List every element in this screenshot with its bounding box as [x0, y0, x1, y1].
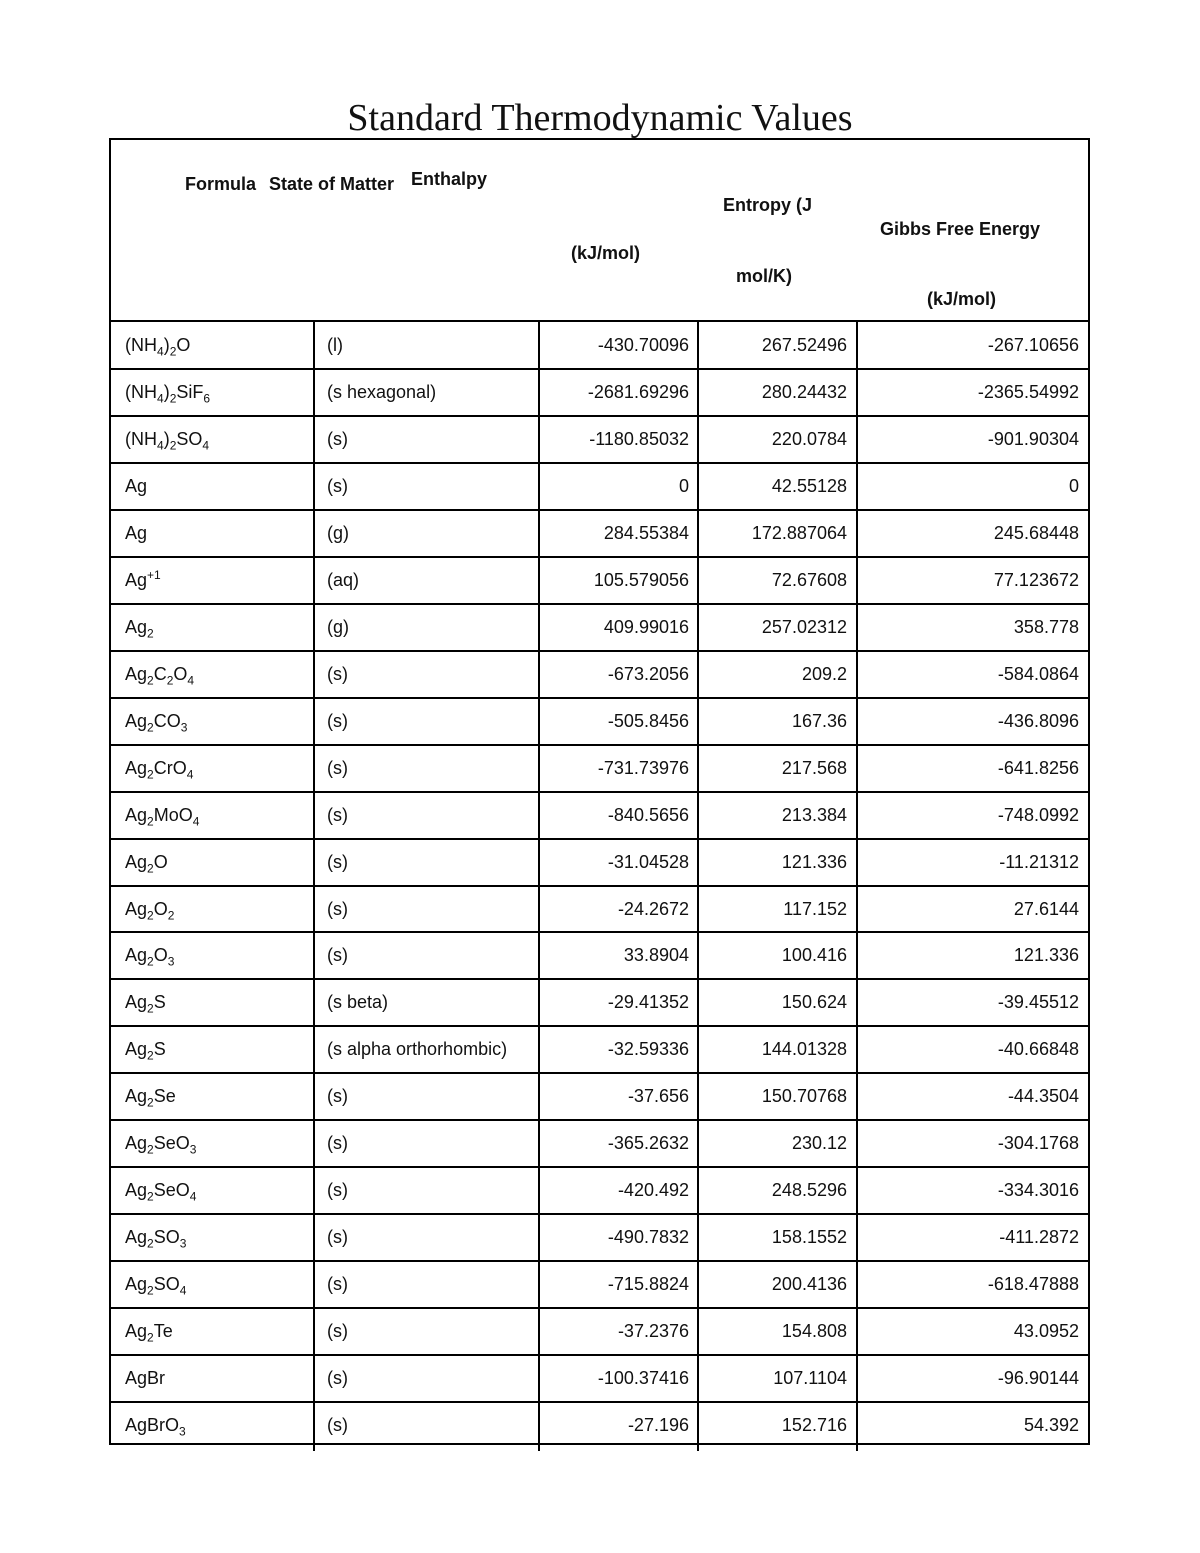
header-formula: Formula	[185, 174, 257, 194]
cell-state: (s)	[327, 804, 348, 825]
cell-entropy: 72.67608	[771, 569, 847, 590]
table-row	[111, 557, 1088, 604]
table-row	[111, 1261, 1088, 1308]
cell-entropy: 158.1552	[771, 1227, 847, 1248]
cell-gibbs: 121.336	[1013, 945, 1079, 966]
cell-gibbs: -39.45512	[997, 992, 1079, 1013]
cell-enthalpy: -37.2376	[617, 1321, 689, 1342]
cell-entropy: 144.01328	[761, 1039, 847, 1060]
header-entropy-line2: mol/K)	[736, 266, 792, 286]
header-enthalpy: Enthalpy	[411, 169, 488, 189]
cell-enthalpy: -840.5656	[607, 804, 689, 825]
cell-enthalpy: 284.55384	[603, 522, 689, 543]
cell-gibbs: -901.90304	[987, 428, 1079, 449]
cell-enthalpy: -2681.69296	[587, 381, 689, 402]
cell-formula: $Ag_2S$	[125, 992, 166, 1017]
cell-state: (s)	[327, 1368, 348, 1389]
cell-formula: $Ag_2O$	[125, 851, 168, 876]
table-row	[111, 416, 1088, 463]
cell-formula: $Ag_2C_2O_4$	[125, 663, 195, 688]
cell-formula: $Ag_2$	[125, 616, 154, 641]
cell-state: (aq)	[327, 569, 360, 590]
cell-gibbs: -2365.54992	[977, 381, 1079, 402]
cell-state: (s)	[327, 757, 348, 778]
cell-entropy: 267.52496	[761, 335, 847, 355]
cell-gibbs: -267.10656	[987, 335, 1079, 355]
column-divider	[856, 320, 858, 1451]
cell-state: (s)	[327, 1415, 348, 1436]
cell-formula: $Ag_2O_3$	[125, 945, 175, 970]
table-row	[111, 510, 1088, 557]
cell-gibbs: 358.778	[1013, 616, 1079, 637]
cell-formula: $Ag_2CrO_4$	[125, 757, 194, 782]
cell-entropy: 42.55128	[771, 475, 847, 496]
cell-entropy: 217.568	[781, 757, 847, 778]
cell-entropy: 248.5296	[771, 1180, 847, 1201]
cell-gibbs: -334.3016	[997, 1180, 1079, 1201]
cell-state: (s alpha orthorhombic)	[327, 1039, 508, 1060]
table-row	[111, 1308, 1088, 1355]
cell-entropy: 150.70768	[761, 1086, 847, 1107]
cell-enthalpy: -100.37416	[597, 1368, 689, 1389]
cell-gibbs: 0	[1068, 475, 1079, 496]
cell-formula: $Ag_2Te$	[125, 1321, 173, 1345]
table-row	[111, 604, 1088, 651]
cell-gibbs: -618.47888	[987, 1274, 1079, 1295]
header-enthalpy-unit: (kJ/mol)	[571, 243, 641, 263]
table-row	[111, 745, 1088, 792]
cell-enthalpy: -37.656	[627, 1086, 689, 1107]
table-row	[111, 322, 1088, 369]
cell-enthalpy: 0	[678, 475, 689, 496]
cell-gibbs: -44.3504	[1007, 1086, 1079, 1107]
cell-state: (s)	[327, 428, 348, 449]
cell-gibbs: 77.123672	[993, 569, 1079, 590]
cell-enthalpy: -490.7832	[607, 1227, 689, 1248]
table-row	[111, 932, 1088, 979]
cell-enthalpy: -505.8456	[607, 710, 689, 731]
cell-state: (l)	[327, 335, 343, 355]
cell-gibbs: -748.0992	[997, 804, 1079, 825]
cell-entropy: 152.716	[781, 1415, 847, 1436]
cell-enthalpy: 105.579056	[593, 569, 689, 590]
cell-gibbs: -641.8256	[997, 757, 1079, 778]
table-row	[111, 1355, 1088, 1402]
cell-entropy: 280.24432	[761, 381, 847, 402]
cell-entropy: 257.02312	[761, 616, 847, 637]
cell-formula: Ag	[125, 475, 148, 496]
cell-state: (s)	[327, 945, 348, 966]
cell-gibbs: 245.68448	[993, 522, 1079, 543]
cell-formula: $Ag_2SeO_3$	[125, 1133, 197, 1157]
cell-state: (s)	[327, 1086, 348, 1107]
cell-state: (s)	[327, 663, 348, 684]
cell-entropy: 200.4136	[771, 1274, 847, 1295]
cell-entropy: 100.416	[781, 945, 847, 966]
table-row	[111, 1214, 1088, 1261]
column-divider	[538, 320, 540, 1451]
cell-formula: $(NH_4)_2SiF_6$	[125, 381, 211, 406]
header-entropy-line1: Entropy (J	[723, 195, 813, 215]
table-row	[111, 698, 1088, 745]
cell-state: (g)	[327, 616, 349, 637]
column-divider	[697, 320, 699, 1451]
cell-enthalpy: -673.2056	[607, 663, 689, 684]
cell-gibbs: 54.392	[1023, 1415, 1079, 1436]
table-row	[111, 792, 1088, 839]
table-row	[111, 651, 1088, 698]
cell-formula: $Ag_2CO_3$	[125, 710, 188, 735]
cell-entropy: 107.1104	[773, 1368, 847, 1389]
cell-enthalpy: -365.2632	[607, 1133, 689, 1154]
cell-state: (s)	[327, 710, 348, 731]
cell-gibbs: -40.66848	[997, 1039, 1079, 1060]
cell-state: (s)	[327, 898, 348, 919]
table-row	[111, 886, 1088, 933]
table-row	[111, 1402, 1088, 1449]
cell-formula: $(NH_4)_2O$	[125, 335, 191, 359]
cell-formula: $(NH_4)_2SO_4$	[125, 428, 210, 453]
cell-entropy: 213.384	[781, 804, 847, 825]
table-row	[111, 463, 1088, 510]
cell-formula: AgBr	[125, 1368, 166, 1389]
cell-state: (s)	[327, 1180, 348, 1201]
cell-entropy: 121.336	[781, 851, 847, 872]
cell-state: (s)	[327, 475, 348, 496]
cell-formula: $Ag^{+1}$	[125, 567, 161, 590]
cell-formula: $Ag_2SO_3$	[125, 1227, 187, 1251]
cell-state: (s beta)	[327, 992, 389, 1013]
cell-formula: $Ag_2SO_4$	[125, 1274, 187, 1298]
cell-state: (s hexagonal)	[327, 381, 437, 402]
cell-enthalpy: -715.8824	[607, 1274, 689, 1295]
table-row	[111, 1073, 1088, 1120]
cell-enthalpy: -420.492	[617, 1180, 689, 1201]
cell-enthalpy: -31.04528	[607, 851, 689, 872]
table-row	[111, 979, 1088, 1026]
cell-state: (s)	[327, 851, 348, 872]
cell-gibbs: 27.6144	[1013, 898, 1079, 919]
table-row	[111, 1167, 1088, 1214]
cell-enthalpy: -24.2672	[617, 898, 689, 919]
table-row	[111, 839, 1088, 886]
thermodynamic-table	[109, 138, 1090, 1445]
page-title: Standard Thermodynamic Values	[347, 97, 853, 139]
cell-formula: Ag	[125, 522, 148, 543]
header-gibbs: Gibbs Free Energy	[880, 219, 1041, 239]
cell-entropy: 172.887064	[751, 522, 847, 543]
cell-enthalpy: -1180.85032	[589, 428, 689, 449]
cell-entropy: 150.624	[781, 992, 847, 1013]
column-divider	[313, 320, 315, 1451]
cell-gibbs: 43.0952	[1013, 1321, 1079, 1342]
cell-enthalpy: -27.196	[627, 1415, 689, 1436]
cell-gibbs: -96.90144	[997, 1368, 1079, 1389]
cell-state: (s)	[327, 1227, 348, 1248]
cell-state: (s)	[327, 1321, 348, 1342]
cell-state: (g)	[327, 522, 349, 543]
cell-gibbs: -304.1768	[997, 1133, 1079, 1154]
cell-entropy: 230.12	[791, 1133, 847, 1154]
cell-enthalpy: -430.70096	[597, 335, 689, 355]
cell-entropy: 117.152	[783, 898, 847, 919]
cell-entropy: 209.2	[801, 663, 847, 684]
cell-gibbs: -584.0864	[997, 663, 1079, 684]
cell-enthalpy: 33.8904	[623, 945, 689, 966]
header-gibbs-unit: (kJ/mol)	[927, 289, 997, 309]
cell-enthalpy: 409.99016	[603, 616, 689, 637]
table-row	[111, 369, 1088, 416]
cell-state: (s)	[327, 1133, 348, 1154]
cell-gibbs: -11.21312	[999, 851, 1079, 872]
cell-formula: AgBrO$_3$	[125, 1415, 186, 1439]
cell-gibbs: -411.2872	[999, 1227, 1079, 1248]
cell-formula: $Ag_2Se$	[125, 1086, 176, 1110]
cell-enthalpy: -32.59336	[607, 1039, 689, 1060]
cell-state: (s)	[327, 1274, 348, 1295]
cell-formula: $Ag_2O_2$	[125, 898, 175, 923]
cell-formula: $Ag_2S$	[125, 1039, 166, 1063]
table-row	[111, 1120, 1088, 1167]
table-row	[111, 1026, 1088, 1073]
cell-gibbs: -436.8096	[997, 710, 1079, 731]
header-state: State of Matter	[269, 174, 395, 194]
cell-formula: $Ag_2MoO_4$	[125, 804, 200, 829]
cell-entropy: 154.808	[781, 1321, 847, 1342]
cell-enthalpy: -29.41352	[607, 992, 689, 1013]
cell-entropy: 220.0784	[771, 428, 847, 449]
cell-enthalpy: -731.73976	[597, 757, 689, 778]
cell-entropy: 167.36	[791, 710, 847, 731]
cell-formula: $Ag_2SeO_4$	[125, 1180, 197, 1204]
